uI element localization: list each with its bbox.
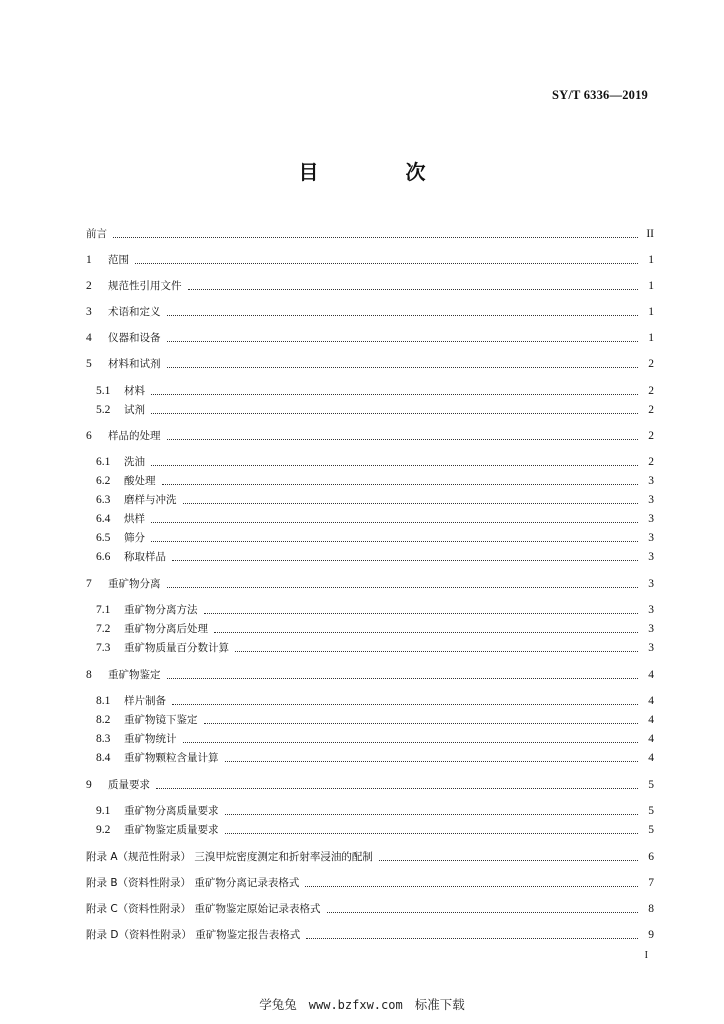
toc-entry-page: 1 <box>648 306 654 318</box>
toc-entry-text: 术语和定义 <box>108 306 161 318</box>
leader-dots <box>188 288 639 290</box>
toc-entry-page: 1 <box>648 254 654 266</box>
leader-dots <box>183 741 639 743</box>
leader-dots <box>214 631 638 633</box>
toc-entry-appendix-b[interactable] <box>86 874 654 890</box>
toc-entry-page: 5 <box>648 824 654 836</box>
toc-entry-number: 5.1 <box>96 385 111 397</box>
toc-entry-page: 2 <box>648 358 654 370</box>
toc-entry-page: 3 <box>648 475 654 487</box>
leader-dots <box>113 236 638 238</box>
toc-entry-page: 8 <box>648 903 654 915</box>
toc-entry-number: 附录 D <box>86 929 119 941</box>
toc-entry-number: 8.1 <box>96 695 111 707</box>
toc-entry-page: 4 <box>648 695 654 707</box>
toc-entry-text: 材料和试剂 <box>108 358 161 370</box>
leader-dots <box>167 677 639 679</box>
toc-entry-foreword[interactable] <box>86 225 654 241</box>
leader-dots <box>156 787 638 789</box>
leader-dots <box>183 502 639 504</box>
toc-entry-page: 9 <box>648 929 654 941</box>
toc-entry-8-2[interactable] <box>96 711 654 727</box>
toc-entry-appendix-d[interactable] <box>86 926 654 942</box>
toc-entry-7-2[interactable] <box>96 620 654 636</box>
toc-entry-page: 6 <box>648 851 654 863</box>
toc-entry-text: 范围 <box>108 254 129 266</box>
leader-dots <box>167 366 639 368</box>
toc-entry-number: 2 <box>86 280 92 292</box>
toc-entry-page: 7 <box>648 877 654 889</box>
leader-dots <box>235 650 638 652</box>
footer-url[interactable]: www.bzfxw.com <box>308 998 403 1012</box>
toc-entry-page: 4 <box>648 714 654 726</box>
toc-entry-5-1[interactable] <box>96 382 654 398</box>
toc-entry-page: 2 <box>648 385 654 397</box>
toc-entry-text: 烘样 <box>124 513 145 525</box>
toc-entry-6-3[interactable] <box>96 491 654 507</box>
toc-entry-text: 样片制备 <box>124 695 166 707</box>
toc-entry-number: 附录 A <box>86 851 118 863</box>
toc-entry-7-1[interactable] <box>96 601 654 617</box>
toc-entry-text: 规范性引用文件 <box>108 280 182 292</box>
toc-entry-8-4[interactable] <box>96 749 654 765</box>
footer-site-name: 学兔兔 <box>259 997 297 1012</box>
toc-entry-8-3[interactable] <box>96 730 654 746</box>
page-number: I <box>644 950 648 961</box>
toc-entry-text: 重矿物统计 <box>124 733 177 745</box>
page-title: 目 次 <box>298 160 466 184</box>
toc-entry-3[interactable] <box>86 303 654 319</box>
toc-entry-text: （资料性附录） 重矿物分离记录表格式 <box>117 877 300 889</box>
toc-entry-text: 重矿物分离后处理 <box>124 623 208 635</box>
toc-entry-text: 酸处理 <box>124 475 156 487</box>
toc-entry-text: （资料性附录） 重矿物鉴定报告表格式 <box>118 929 301 941</box>
toc-entry-number: 7.1 <box>96 604 111 616</box>
toc-entry-page: 2 <box>648 430 654 442</box>
toc-entry-text: 重矿物镜下鉴定 <box>124 714 198 726</box>
toc-entry-6[interactable] <box>86 427 654 443</box>
toc-entry-text: 重矿物分离 <box>108 578 161 590</box>
toc-entry-page: 4 <box>648 752 654 764</box>
toc-entry-number: 8.3 <box>96 733 111 745</box>
toc-entry-number: 9.1 <box>96 805 111 817</box>
toc-entry-6-2[interactable] <box>96 472 654 488</box>
toc-entry-page: 3 <box>648 494 654 506</box>
leader-dots <box>167 586 639 588</box>
leader-dots <box>167 438 639 440</box>
toc-entry-text: 重矿物质量百分数计算 <box>124 642 229 654</box>
leader-dots <box>225 832 639 834</box>
toc-entry-page: 3 <box>648 604 654 616</box>
leader-dots <box>151 393 638 395</box>
toc-entry-text: 样品的处理 <box>108 430 161 442</box>
leader-dots <box>162 483 639 485</box>
toc-entry-number: 1 <box>86 254 92 266</box>
toc-entry-8[interactable] <box>86 666 654 682</box>
toc-entry-page: 3 <box>648 578 654 590</box>
toc-entry-text: 仪器和设备 <box>108 332 161 344</box>
toc-entry-page: 4 <box>648 733 654 745</box>
toc-entry-8-1[interactable] <box>96 692 654 708</box>
leader-dots <box>151 464 638 466</box>
toc-entry-6-4[interactable] <box>96 510 654 526</box>
toc-entry-page: 3 <box>648 623 654 635</box>
toc-entry-page: 3 <box>648 513 654 525</box>
leader-dots <box>172 559 638 561</box>
toc-entry-number: 6.4 <box>96 513 111 525</box>
toc-entry-text: 材料 <box>124 385 145 397</box>
toc-entry-number: 6.2 <box>96 475 111 487</box>
leader-dots <box>306 937 638 939</box>
toc-entry-page: 3 <box>648 551 654 563</box>
toc-entry-text: （资料性附录） 重矿物鉴定原始记录表格式 <box>117 903 321 915</box>
toc-entry-page: 3 <box>648 532 654 544</box>
leader-dots <box>225 813 639 815</box>
toc-entry-page: 3 <box>648 642 654 654</box>
toc-entry-number: 7.2 <box>96 623 111 635</box>
toc-entry-appendix-c[interactable] <box>86 900 654 916</box>
toc-entry-9[interactable] <box>86 776 654 792</box>
leader-dots <box>151 412 638 414</box>
toc-entry-number: 8.2 <box>96 714 111 726</box>
leader-dots <box>167 340 639 342</box>
toc-entry-text: 重矿物分离质量要求 <box>124 805 219 817</box>
toc-entry-page: 4 <box>648 669 654 681</box>
leader-dots <box>305 885 638 887</box>
toc-entry-number: 9 <box>86 779 92 791</box>
leader-dots <box>151 521 638 523</box>
toc-entry-number: 附录 C <box>86 903 118 915</box>
toc-entry-page: 2 <box>648 456 654 468</box>
toc-entry-text: 筛分 <box>124 532 145 544</box>
toc-entry-page: 1 <box>648 332 654 344</box>
toc-entry-4[interactable] <box>86 329 654 345</box>
footer-tagline: 标准下载 <box>414 997 465 1012</box>
toc-entry-text: 前言 <box>86 228 107 240</box>
toc-entry-text: 重矿物颗粒含量计算 <box>124 752 219 764</box>
toc-entry-number: 8.4 <box>96 752 111 764</box>
toc-entry-page: 5 <box>648 779 654 791</box>
toc-entry-number: 6.6 <box>96 551 111 563</box>
leader-dots <box>167 314 639 316</box>
toc-entry-number: 5.2 <box>96 404 111 416</box>
watermark-footer <box>0 995 724 1013</box>
toc-entry-text: 洗油 <box>124 456 145 468</box>
toc-entry-text: 试剂 <box>124 404 145 416</box>
leader-dots <box>204 722 639 724</box>
toc-entry-number: 6.3 <box>96 494 111 506</box>
toc-entry-page: 2 <box>648 404 654 416</box>
toc-entry-number: 6 <box>86 430 92 442</box>
toc-entry-1[interactable] <box>86 251 654 267</box>
toc-entry-number: 4 <box>86 332 92 344</box>
toc-entry-5-2[interactable] <box>96 401 654 417</box>
toc-entry-number: 附录 B <box>86 877 118 889</box>
toc-entry-text: 磨样与冲洗 <box>124 494 177 506</box>
toc-entry-7[interactable] <box>86 575 654 591</box>
toc-entry-number: 7 <box>86 578 92 590</box>
toc-entry-page: 5 <box>648 805 654 817</box>
leader-dots <box>135 262 638 264</box>
toc-entry-text: 重矿物鉴定 <box>108 669 161 681</box>
toc-entry-2[interactable] <box>86 277 654 293</box>
toc-entry-5[interactable] <box>86 355 654 371</box>
toc-entry-appendix-a[interactable] <box>86 848 654 864</box>
leader-dots <box>151 540 638 542</box>
toc-entry-text: 质量要求 <box>108 779 150 791</box>
toc-entry-number: 9.2 <box>96 824 111 836</box>
standard-number: SY/T 6336—2019 <box>552 88 648 102</box>
toc-entry-page: 1 <box>648 280 654 292</box>
toc-entry-number: 3 <box>86 306 92 318</box>
toc-entry-9-1[interactable] <box>96 802 654 818</box>
toc-entry-9-2[interactable] <box>96 821 654 837</box>
leader-dots <box>379 859 638 861</box>
toc-entry-page: II <box>646 228 654 240</box>
toc-entry-text: （规范性附录） 三溴甲烷密度测定和折射率浸油的配制 <box>117 851 373 863</box>
leader-dots <box>225 760 639 762</box>
toc-entry-6-1[interactable] <box>96 453 654 469</box>
toc-entry-6-6[interactable] <box>96 548 654 564</box>
toc-entry-number: 6.1 <box>96 456 111 468</box>
toc-entry-text: 重矿物分离方法 <box>124 604 198 616</box>
toc-entry-text: 称取样品 <box>124 551 166 563</box>
leader-dots <box>204 612 639 614</box>
toc-entry-7-3[interactable] <box>96 639 654 655</box>
toc-entry-number: 6.5 <box>96 532 111 544</box>
toc-entry-6-5[interactable] <box>96 529 654 545</box>
toc-entry-text: 重矿物鉴定质量要求 <box>124 824 219 836</box>
toc-entry-number: 5 <box>86 358 92 370</box>
toc-entry-number: 7.3 <box>96 642 111 654</box>
leader-dots <box>327 911 638 913</box>
toc-entry-number: 8 <box>86 669 92 681</box>
leader-dots <box>172 703 638 705</box>
